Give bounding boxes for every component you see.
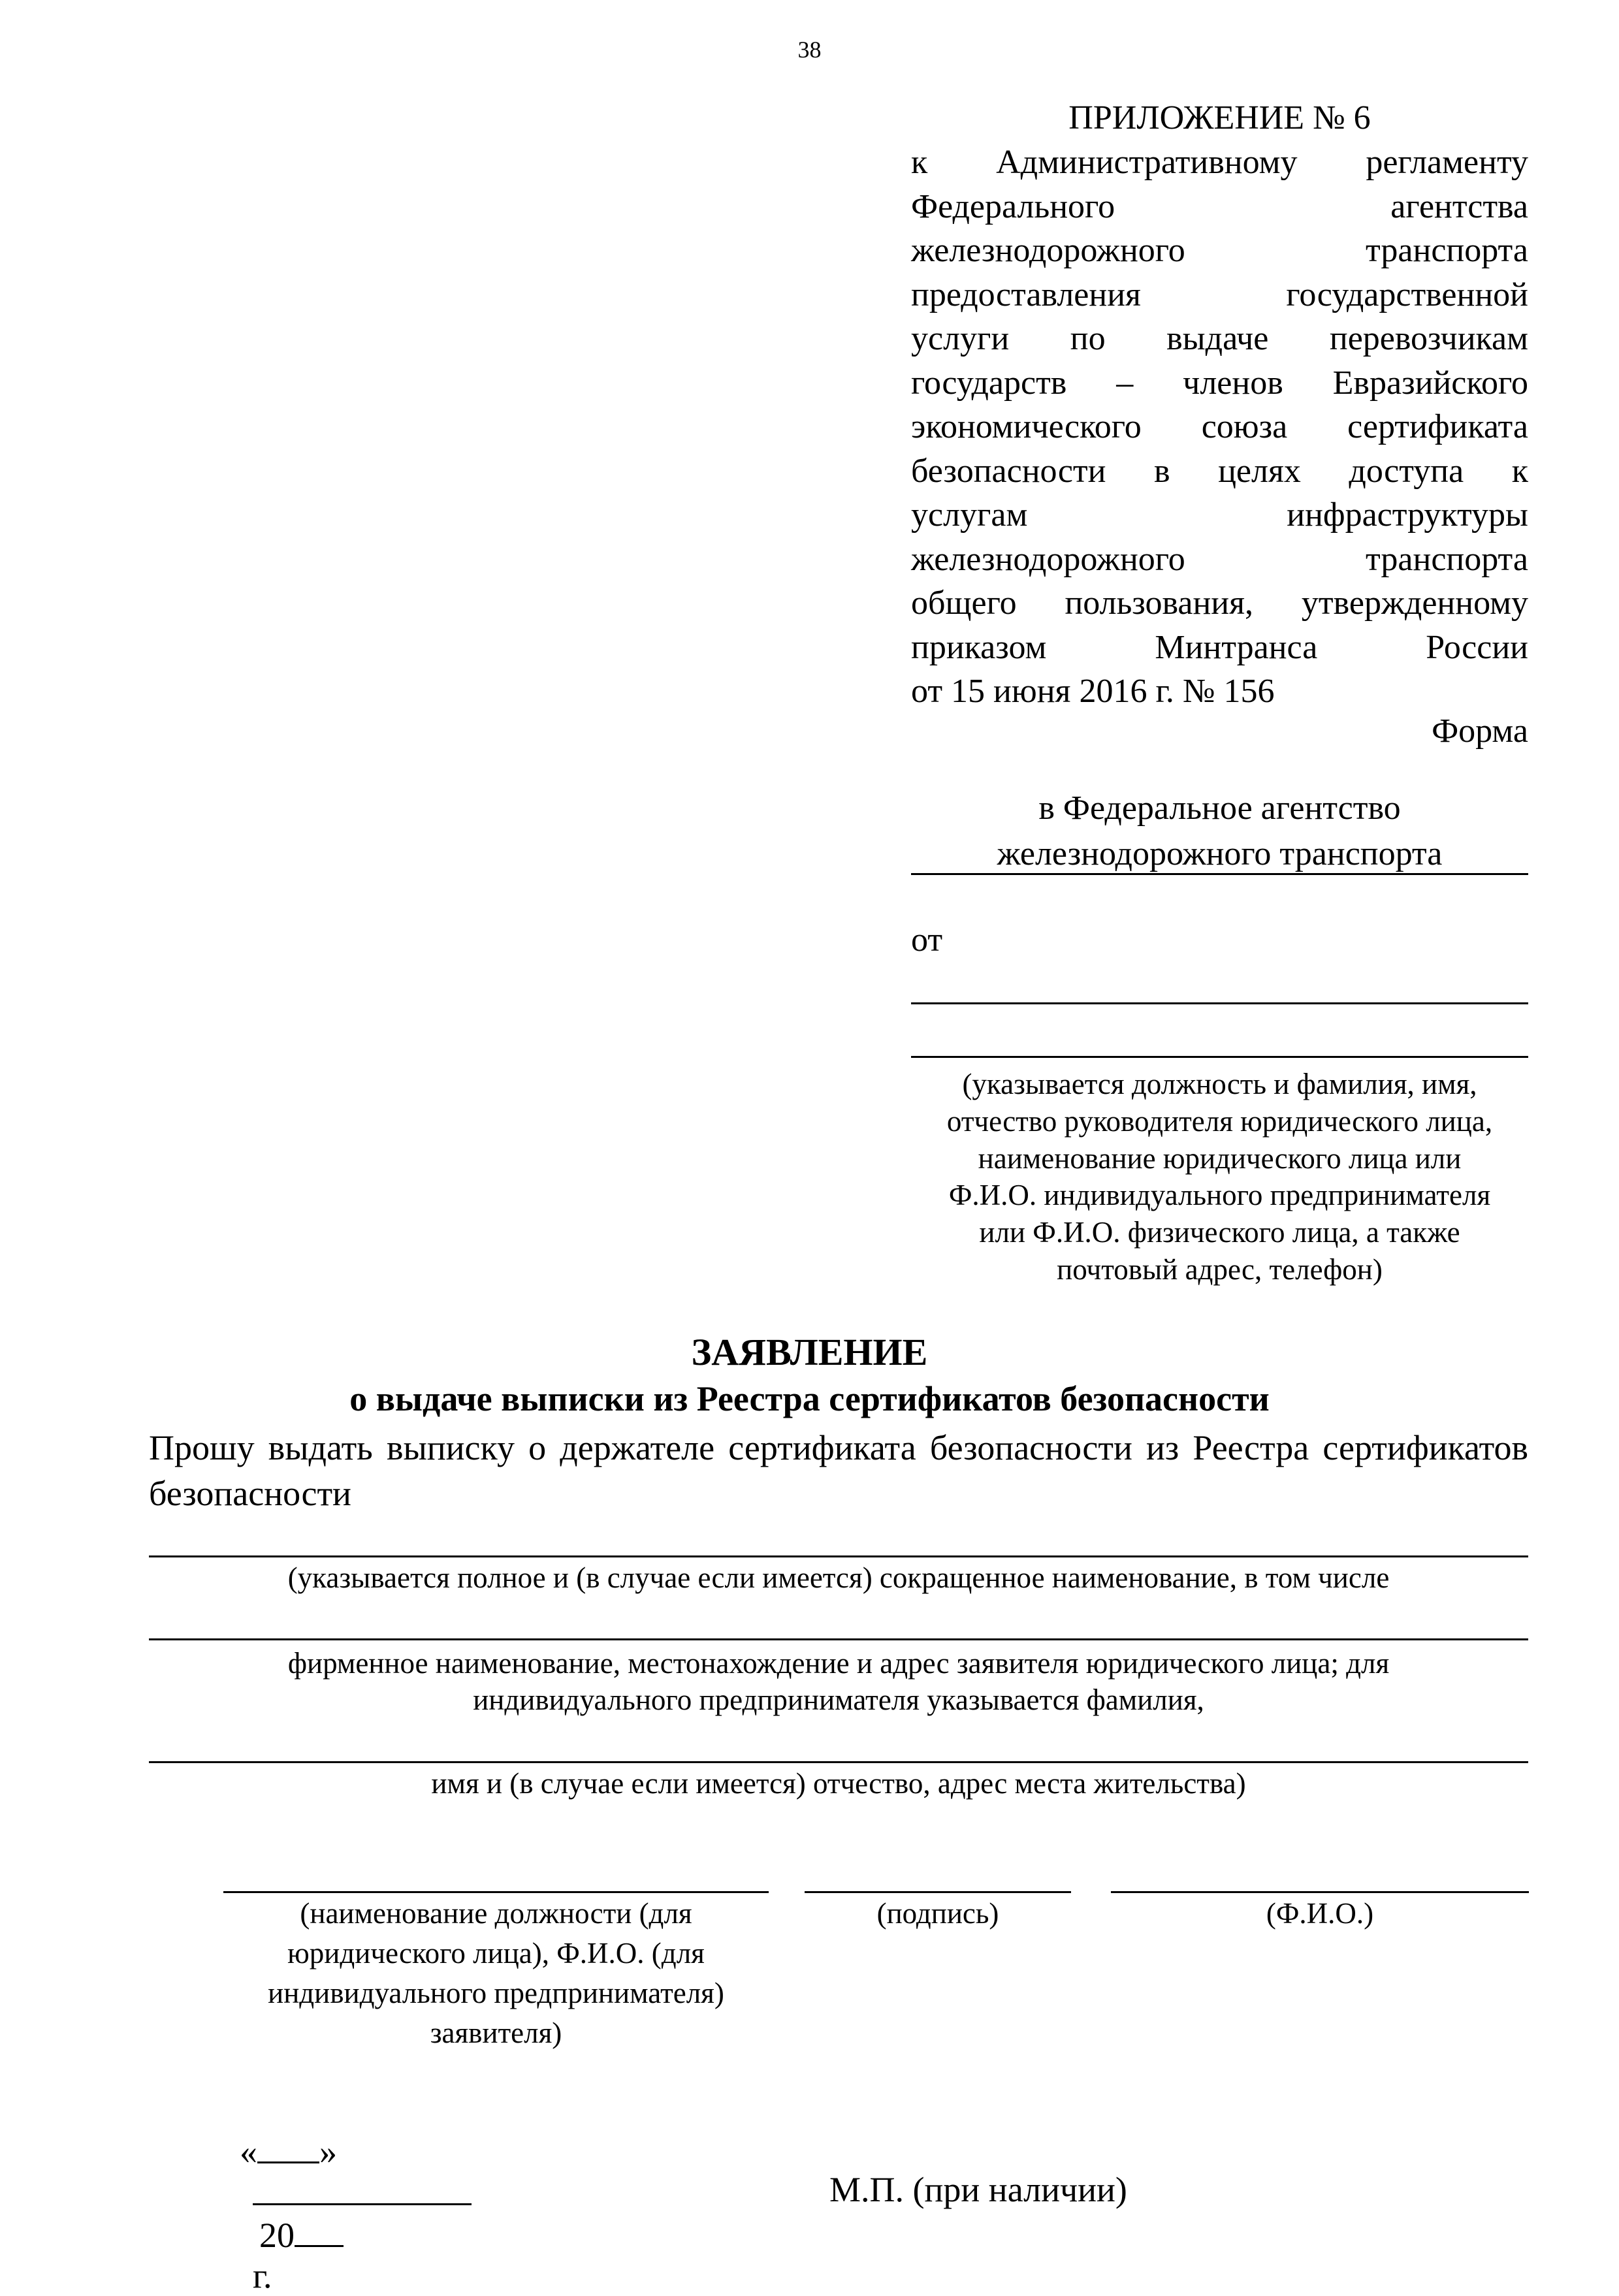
applicant-hint-line: или Ф.И.О. физического лица, а также xyxy=(979,1216,1460,1249)
applicant-hint-line: отчество руководителя юридического лица, xyxy=(946,1104,1493,1138)
signature-hint: (подпись) xyxy=(876,1897,999,1930)
annex-line: услугам инфраструктуры xyxy=(911,496,1528,534)
field-hint: (указывается полное и (в случае если имеется) сокращенное наименование, в том числе xyxy=(287,1561,1390,1594)
annex-line: предоставления государственной xyxy=(911,276,1528,313)
date-field xyxy=(222,2090,472,2296)
document-subtitle: о выдаче выписки из Реестра сертификатов безопасности xyxy=(349,1379,1270,1418)
page-number: 38 xyxy=(797,37,822,63)
annex-line: экономического союза сертификата xyxy=(911,408,1528,445)
applicant-field-line[interactable] xyxy=(911,1056,1528,1058)
stamp-label: М.П. (при наличии) xyxy=(829,2170,1127,2209)
date-open-quote: « xyxy=(240,2132,257,2171)
field-hint: имя и (в случае если имеется) отчество, адрес места жительства) xyxy=(431,1767,1246,1800)
annex-line: к Административному регламенту xyxy=(911,144,1528,181)
annex-line: безопасности в целях доступа к xyxy=(911,452,1528,490)
annex-line: железнодорожного транспорта xyxy=(911,232,1528,269)
year-field[interactable] xyxy=(295,2214,344,2247)
field-hint xyxy=(149,1645,1528,1718)
year-suffix: г. xyxy=(253,2256,272,2295)
month-field[interactable] xyxy=(253,2172,472,2205)
applicant-name-field-line[interactable] xyxy=(149,1638,1528,1640)
recipient-line: железнодорожного транспорта xyxy=(997,835,1443,872)
field-hint-line: индивидуального предпринимателя указывается фамилия, xyxy=(473,1683,1204,1716)
document-title: ЗАЯВЛЕНИЕ xyxy=(691,1331,928,1373)
position-hint xyxy=(223,1894,769,2053)
applicant-hint xyxy=(911,1066,1528,1288)
recipient-underline xyxy=(911,873,1528,875)
from-label: от xyxy=(911,921,943,959)
applicant-field-line[interactable] xyxy=(911,1002,1528,1004)
position-hint-line: заявителя) xyxy=(430,2017,562,2049)
annex-title: ПРИЛОЖЕНИЕ № 6 xyxy=(1068,99,1371,136)
applicant-hint-line: (указывается должность и фамилия, имя, xyxy=(962,1068,1477,1100)
annex-line: Федерального агентства xyxy=(911,187,1528,225)
applicant-hint-line: наименование юридического лица или xyxy=(978,1141,1462,1175)
year-prefix: 20 xyxy=(259,2216,295,2255)
applicant-hint-line: почтовый адрес, телефон) xyxy=(1057,1252,1383,1286)
applicant-hint-line: Ф.И.О. индивидуального предпринимателя xyxy=(948,1179,1491,1212)
recipient-line: в Федеральное агентство xyxy=(1038,789,1401,827)
field-hint-line: фирменное наименование, местонахождение и адрес заявителя юридического лица; для xyxy=(287,1647,1390,1680)
name-hint: (Ф.И.О.) xyxy=(1266,1897,1374,1930)
annex-reference xyxy=(911,140,1528,714)
name-field-line[interactable] xyxy=(1111,1891,1529,1893)
applicant-address-field-line[interactable] xyxy=(149,1761,1528,1763)
applicant-name-field-line[interactable] xyxy=(149,1555,1528,1557)
annex-line: железнодорожного транспорта xyxy=(911,540,1528,578)
date-close-quote: » xyxy=(319,2132,337,2171)
position-hint-line: (наименование должности (для xyxy=(300,1897,692,1930)
position-hint-line: юридического лица), Ф.И.О. (для xyxy=(287,1937,705,1969)
annex-line: услуги по выдаче перевозчикам xyxy=(911,320,1528,357)
request-text: Прошу выдать выписку о держателе сертификата безопасности из Реестра сертификатов безопасности xyxy=(149,1428,1528,1513)
annex-line: государств – членов Евразийского xyxy=(911,364,1528,402)
form-label: Форма xyxy=(1432,712,1528,750)
annex-line: общего пользования, утвержденному xyxy=(911,584,1528,622)
recipient-block xyxy=(911,786,1528,877)
signature-field-line[interactable] xyxy=(805,1891,1071,1893)
annex-line: от 15 июня 2016 г. № 156 xyxy=(911,673,1275,710)
annex-line: приказом Минтранса России xyxy=(911,628,1528,666)
day-field[interactable] xyxy=(257,2130,319,2163)
position-field-line[interactable] xyxy=(223,1891,769,1893)
position-hint-line: индивидуального предпринимателя) xyxy=(268,1977,724,2009)
